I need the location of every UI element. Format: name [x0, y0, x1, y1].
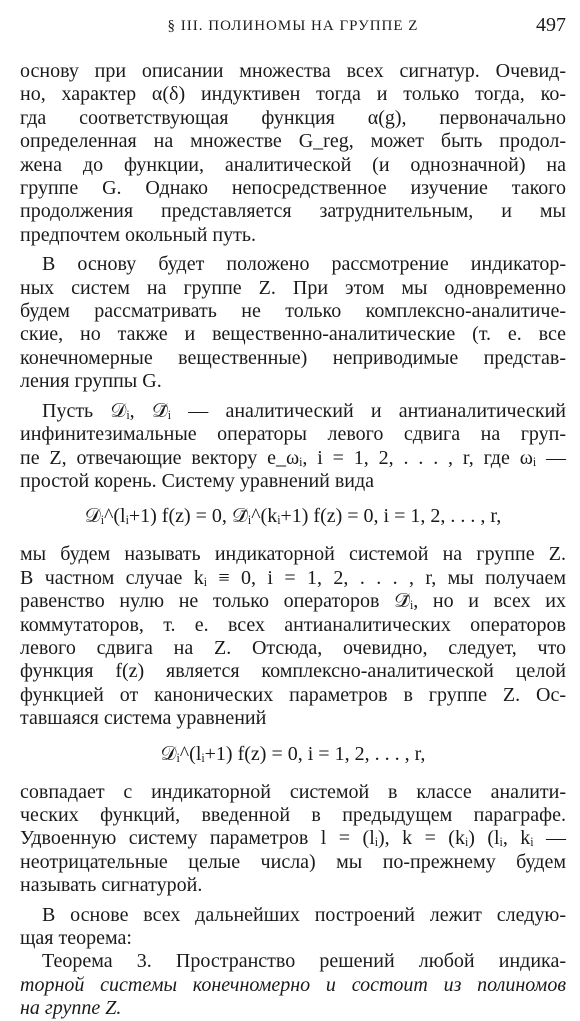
equation: 𝒟ᵢ^(lᵢ+1) f(z) = 0, 𝒟̄ᵢ^(kᵢ+1) f(z) = 0, i = 1, 2, . . . , r, [84, 505, 502, 528]
text-line: коммутаторов, т. е. всех антианалитических операторов [20, 613, 566, 636]
text-line: совпадает с индикаторной системой в классе аналити- [20, 780, 566, 803]
text-line: мы будем называть индикаторной системой на группе Z. [20, 543, 566, 566]
text-line: неотрицательные целые числа) мы по-прежнему будем [20, 850, 566, 873]
text-line: ские, но также и вещественно-аналитические (т. е. все [20, 323, 566, 346]
text-line: но, характер α(δ) индуктивен тогда и только тогда, ко- [20, 83, 566, 106]
text-line: пе Z, отвечающие вектору e_ωᵢ, i = 1, 2, . . . , r, где ωᵢ — [20, 446, 566, 469]
running-header [20, 14, 566, 40]
theorem-line: на группе Z. [20, 997, 122, 1020]
text-line: Удвоенную систему параметров l = (lᵢ), k = (kᵢ) (lᵢ, kᵢ — [20, 827, 566, 850]
text-line: предпочтем окольный путь. [20, 223, 256, 246]
theorem-line: Теорема 3. Пространство решений любой индика- [42, 950, 566, 973]
text-line: В основе всех дальнейших построений лежит следую- [42, 903, 566, 926]
text-line: гда соответствующая функция α(g), первоначально [20, 106, 566, 129]
text-line: ческих функций, введенной в предыдущем параграфе. [20, 803, 566, 826]
text-line: называть сигнатурой. [20, 874, 203, 897]
text-line: тавшаяся система уравнений [20, 707, 267, 730]
text-line: группе G. Однако непосредственное изучение такого [20, 177, 566, 200]
text-line: простой корень. Систему уравнений вида [20, 469, 375, 492]
text-line: будем рассматривать не только комплексно-аналитиче- [20, 300, 566, 323]
text-line: левого сдвига на Z. Отсюда, очевидно, следует, что [20, 636, 566, 659]
page-number: 497 [536, 14, 566, 36]
text-line: жена до функции, аналитической (и однозначной) на [20, 153, 566, 176]
text-line: равенство нулю не только операторов 𝒟̄ᵢ, но и всех их [20, 590, 566, 613]
text-body [20, 60, 566, 1021]
text-line: инфинитезимальные операторы левого сдвига на груп- [20, 423, 566, 446]
text-line: продолжения представляется затруднительным, и мы [20, 200, 566, 223]
section-title: § III. ПОЛИНОМЫ НА ГРУППЕ Z [167, 18, 419, 34]
text-line: ных систем на группе Z. При этом мы одновременно [20, 276, 566, 299]
text-line: щая теорема: [20, 927, 132, 949]
text-line: конечномерные вещественные) неприводимые представ- [20, 346, 566, 369]
text-line: основу при описании множества всех сигнатур. Очевид- [20, 60, 566, 82]
text-line: ления группы G. [20, 370, 162, 393]
text-line: В основу будет положено рассмотрение индикатор- [42, 253, 566, 276]
text-line: функция f(z) является комплексно-аналитической целой [20, 660, 566, 683]
text-line: определенная на множестве G_reg, может быть продол- [20, 130, 566, 153]
text-line: функцией от канонических параметров в группе Z. Ос- [20, 683, 566, 706]
text-line: Пусть 𝒟ᵢ, 𝒟̄ᵢ — аналитический и антианалитический [42, 399, 566, 422]
theorem-line: торной системы конечномерно и состоит из полиномов [20, 973, 566, 996]
equation: 𝒟ᵢ^(lᵢ+1) f(z) = 0, i = 1, 2, . . . , r, [160, 742, 426, 765]
text-line: В частном случае kᵢ ≡ 0, i = 1, 2, . . . , r, мы получаем [20, 566, 566, 589]
